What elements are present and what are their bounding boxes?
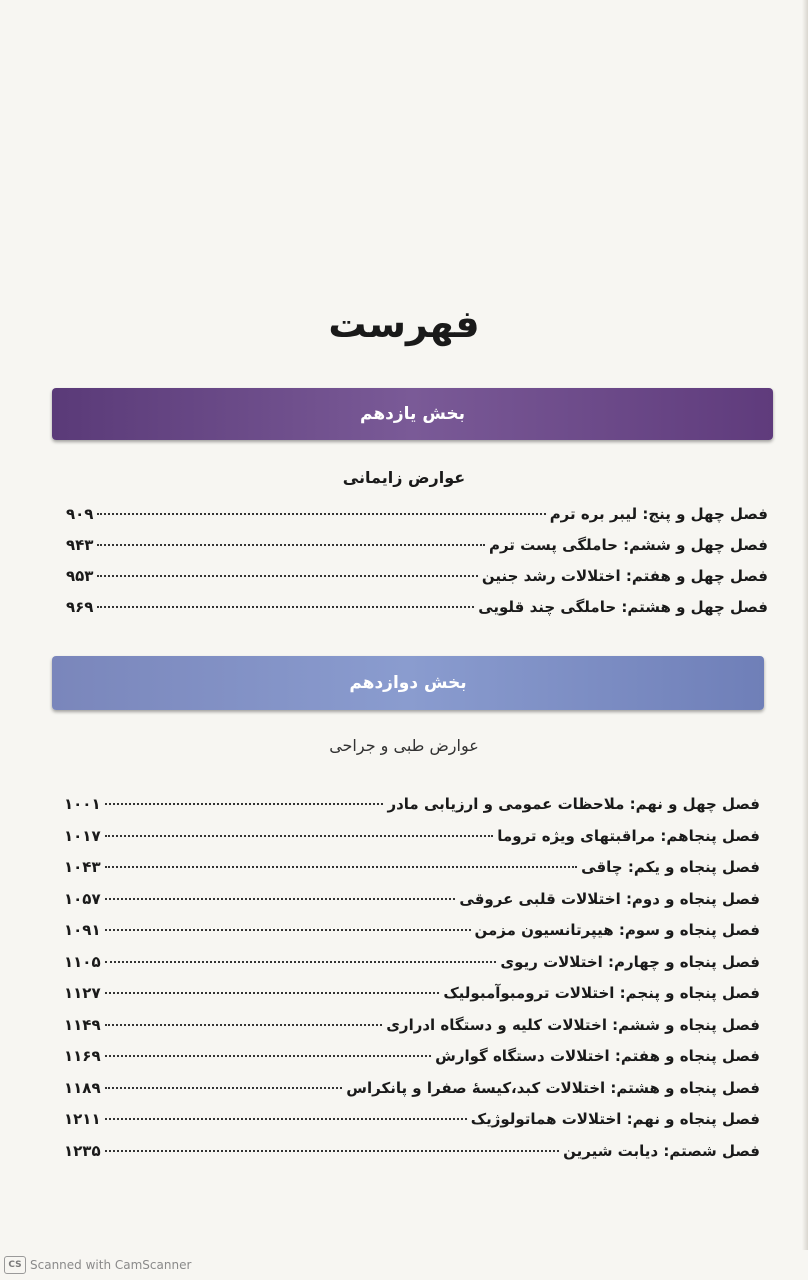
page-number: ۱۱۰۵	[64, 952, 101, 971]
dot-leader	[105, 961, 497, 963]
dot-leader	[105, 1087, 343, 1089]
chapter-title: فصل پنجاه و سوم: هیپرتانسیون مزمن	[474, 921, 760, 939]
page-number: ۱۱۲۷	[64, 984, 101, 1002]
toc-entry	[64, 1110, 760, 1142]
page-number: ۹۶۹	[66, 598, 94, 616]
chapter-title: فصل چهل و پنج: لیبر بره ترم	[549, 505, 768, 523]
section-11-banner	[52, 388, 773, 440]
page-number: ۱۰۵۷	[64, 889, 101, 908]
chapter-title: فصل پنجاه و ششم: اختلالات کلیه و دستگاه ادراری	[386, 1015, 760, 1034]
toc-entry	[66, 598, 768, 629]
dot-leader	[105, 803, 384, 805]
toc-entry	[64, 1047, 760, 1079]
page-number: ۹۴۳	[66, 536, 94, 554]
dot-leader	[105, 1118, 467, 1120]
page-number: ۹۰۹	[66, 505, 94, 523]
camscanner-logo-icon: CS	[4, 1256, 26, 1274]
chapter-title: فصل پنجاه و هشتم: اختلالات کبد،کیسهٔ صفرا و پانکراس	[346, 1078, 760, 1097]
section-11-subtitle: عوارض زایمانی	[342, 468, 466, 487]
toc-entry	[64, 858, 760, 890]
section-12-banner	[52, 656, 764, 710]
page-number: ۱۲۳۵	[64, 1141, 101, 1160]
toc-entry	[66, 567, 768, 598]
page-title: فهرست	[328, 302, 480, 346]
dot-leader	[105, 929, 471, 931]
dot-leader	[97, 606, 474, 608]
chapter-title: فصل پنجاه و نهم: اختلالات هماتولوژیک	[470, 1110, 760, 1128]
chapter-title: فصل پنجاه و دوم: اختلالات قلبی عروقی	[459, 889, 760, 908]
chapter-title: فصل پنجاه و یکم: چاقی	[581, 858, 760, 876]
page-number: ۱۰۹۱	[64, 921, 101, 939]
section-12-subtitle: عوارض طبی و جراحی	[329, 736, 479, 755]
scanner-watermark	[4, 1256, 191, 1274]
chapter-title: فصل پنجاه و پنجم: اختلالات ترومبوآمبولیک	[443, 984, 760, 1002]
dot-leader	[105, 866, 578, 868]
chapter-title: فصل پنجاهم: مراقبتهای ویژه تروما	[497, 826, 760, 845]
dot-leader	[97, 544, 485, 546]
page-number: ۱۲۱۱	[64, 1110, 101, 1128]
page-number: ۱۱۶۹	[64, 1047, 101, 1065]
dot-leader	[105, 1150, 559, 1152]
toc-entry	[64, 827, 760, 859]
toc-entry	[64, 795, 760, 827]
dot-leader	[97, 513, 545, 515]
toc-entry	[64, 984, 760, 1016]
toc-entry	[66, 505, 768, 536]
page-number: ۱۰۱۷	[64, 826, 101, 845]
dot-leader	[105, 1024, 383, 1026]
toc-entry	[64, 1016, 760, 1048]
dot-leader	[105, 835, 494, 837]
page-edge-shadow	[802, 0, 808, 1250]
page-number: ۱۱۴۹	[64, 1015, 101, 1034]
page-number: ۱۱۸۹	[64, 1078, 101, 1097]
chapter-title: فصل پنجاه و هفتم: اختلالات دستگاه گوارش	[435, 1047, 760, 1065]
dot-leader	[97, 575, 477, 577]
chapter-title: فصل چهل و ششم: حاملگی پست ترم	[488, 536, 768, 554]
page-number: ۹۵۳	[66, 567, 94, 585]
chapter-title: فصل پنجاه و چهارم: اختلالات ریوی	[500, 952, 760, 971]
section-12-banner-label: بخش دوازدهم	[349, 673, 467, 693]
toc-entry	[64, 890, 760, 922]
section-11-toc	[66, 505, 768, 629]
toc-entry	[64, 953, 760, 985]
dot-leader	[105, 992, 440, 994]
page-number: ۱۰۰۱	[64, 795, 101, 813]
section-12-toc	[64, 795, 760, 1173]
chapter-title: فصل چهل و نهم: ملاحظات عمومی و ارزیابی مادر	[387, 795, 760, 813]
section-11-banner-label: بخش یازدهم	[360, 404, 465, 424]
dot-leader	[105, 1055, 432, 1057]
toc-entry	[64, 1079, 760, 1111]
dot-leader	[105, 898, 456, 900]
toc-entry	[66, 536, 768, 567]
chapter-title: فصل شصتم: دیابت شیرین	[563, 1141, 760, 1160]
toc-entry	[64, 921, 760, 953]
watermark-text: Scanned with CamScanner	[30, 1258, 192, 1272]
chapter-title: فصل چهل و هفتم: اختلالات رشد جنین	[481, 567, 768, 585]
chapter-title: فصل چهل و هشتم: حاملگی چند قلویی	[478, 598, 768, 616]
toc-entry	[64, 1142, 760, 1174]
page-number: ۱۰۴۳	[64, 858, 101, 876]
